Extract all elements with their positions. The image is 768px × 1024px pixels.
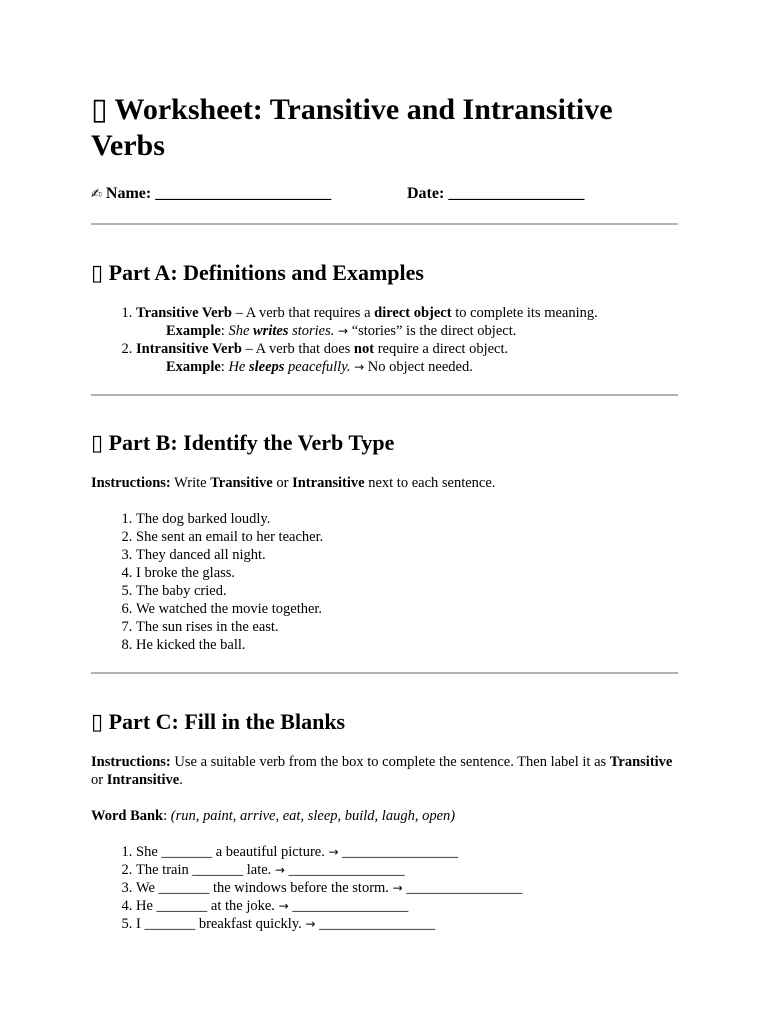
definition-key: direct object <box>374 305 452 321</box>
part-c-sentence-list <box>91 843 678 933</box>
part-b-instructions <box>91 474 678 492</box>
instructions-text: Use a suitable verb from the box to complete the sentence. Then label it as <box>170 754 610 770</box>
list-item: 8. He kicked the ball. <box>136 636 678 654</box>
part-a-heading-text: Part A: Definitions and Examples <box>108 260 424 285</box>
example-note: No object needed. <box>367 359 473 375</box>
definition-text: to complete its meaning. <box>451 305 598 321</box>
fill-blank-item <box>136 843 678 861</box>
instructions-text: or <box>272 475 293 491</box>
part-c-heading-text: Part C: Fill in the Blanks <box>108 709 346 734</box>
example-line: Example: She writes stories. → “stories” is the direct object. <box>166 323 517 339</box>
instructions-intransitive: Intransitive <box>106 772 180 788</box>
fill-blank-sentence: We _______ the windows before the storm. <box>136 880 389 896</box>
example-text: peacefully. <box>284 359 351 375</box>
instructions-text: Write <box>170 475 211 491</box>
definition-item-intransitive <box>136 340 678 376</box>
example-label: Example <box>166 359 221 375</box>
label-blank: ________________ <box>319 916 436 932</box>
instructions-text: next to each sentence. <box>364 475 496 491</box>
definition-text: – A verb that does <box>241 341 354 357</box>
part-b-sentence-list <box>91 510 678 654</box>
divider <box>91 223 678 225</box>
arrow-right-icon: → <box>305 917 316 931</box>
worksheet-content <box>91 92 678 933</box>
part-b-heading-text: Part B: Identify the Verb Type <box>108 430 395 455</box>
list-item: 2. She sent an email to her teacher. <box>136 528 678 546</box>
name-label: Name: <box>105 185 152 202</box>
example-label: Example <box>166 323 221 339</box>
missing-glyph-icon: ▯ <box>91 93 108 126</box>
definition-text: – A verb that requires a <box>232 305 375 321</box>
fill-blank-sentence: He _______ at the joke. <box>136 898 275 914</box>
name-blank: ______________________ <box>155 185 332 202</box>
label-blank: ________________ <box>342 844 459 860</box>
arrow-right-icon: → <box>392 881 403 895</box>
list-item: 4. I broke the glass. <box>136 564 678 582</box>
label-blank: ________________ <box>292 898 409 914</box>
example-text: He <box>228 359 249 375</box>
definition-line <box>136 304 678 322</box>
page-title-text: Worksheet: Transitive and Intransitive Verbs <box>91 93 613 162</box>
word-bank-words: (run, paint, arrive, eat, sleep, build, laugh, open) <box>170 808 456 824</box>
instructions-transitive: Transitive <box>210 475 273 491</box>
divider <box>91 672 678 674</box>
definitions-list <box>91 304 678 376</box>
definition-item-transitive <box>136 304 678 340</box>
example-text: She <box>228 323 253 339</box>
instructions-intransitive: Intransitive <box>292 475 365 491</box>
fill-blank-item <box>136 897 678 915</box>
writing-hand-icon: ✍ <box>91 187 102 202</box>
fill-blank-item <box>136 879 678 897</box>
part-a-heading <box>91 259 678 287</box>
definition-text: require a direct object. <box>374 341 509 357</box>
arrow-right-icon: → <box>278 899 289 913</box>
page-title <box>91 92 678 164</box>
definition-line <box>136 340 678 358</box>
arrow-right-icon: → <box>274 863 285 877</box>
instructions-text: or <box>91 772 107 788</box>
word-bank-label: Word Bank <box>91 808 164 824</box>
instructions-transitive: Transitive <box>609 754 673 770</box>
fill-blank-sentence: I _______ breakfast quickly. <box>136 916 302 932</box>
fill-blank-item <box>136 915 678 933</box>
fill-blank-sentence: She _______ a beautiful picture. <box>136 844 325 860</box>
list-item: 7. The sun rises in the east. <box>136 618 678 636</box>
example-note: “stories” is the direct object. <box>351 323 517 339</box>
list-item: 3. They danced all night. <box>136 546 678 564</box>
example-verb: sleeps <box>248 359 285 375</box>
date-label: Date: <box>407 185 445 202</box>
word-bank-separator: : <box>163 808 171 824</box>
missing-glyph-icon: ▯ <box>91 430 104 455</box>
arrow-right-icon: → <box>338 324 349 338</box>
example-text: stories. <box>288 323 335 339</box>
part-b-heading <box>91 429 678 457</box>
list-item: 1. The dog barked loudly. <box>136 510 678 528</box>
instructions-label: Instructions: <box>91 754 171 770</box>
name-date-row <box>91 184 678 205</box>
instructions-label: Instructions: <box>91 475 171 491</box>
name-field <box>91 184 407 205</box>
date-field <box>407 184 584 205</box>
arrow-right-icon: → <box>354 360 365 374</box>
part-c-heading <box>91 708 678 736</box>
definition-key: not <box>353 341 375 357</box>
list-item: 5. The baby cried. <box>136 582 678 600</box>
term: Intransitive Verb <box>136 341 242 357</box>
list-item: 6. We watched the movie together. <box>136 600 678 618</box>
fill-blank-item <box>136 861 678 879</box>
fill-blank-sentence: The train _______ late. <box>136 862 272 878</box>
missing-glyph-icon: ▯ <box>91 260 104 285</box>
label-blank: ________________ <box>406 880 523 896</box>
example-verb: writes <box>253 323 289 339</box>
arrow-right-icon: → <box>328 845 339 859</box>
word-bank <box>91 807 678 825</box>
label-blank: ________________ <box>288 862 405 878</box>
example-line: Example: He sleeps peacefully. → No object needed. <box>166 359 473 375</box>
term: Transitive Verb <box>136 305 232 321</box>
missing-glyph-icon: ▯ <box>91 709 104 734</box>
part-c-instructions <box>91 753 678 789</box>
date-blank: _________________ <box>448 185 585 202</box>
instructions-text: . <box>179 772 183 788</box>
divider <box>91 394 678 396</box>
